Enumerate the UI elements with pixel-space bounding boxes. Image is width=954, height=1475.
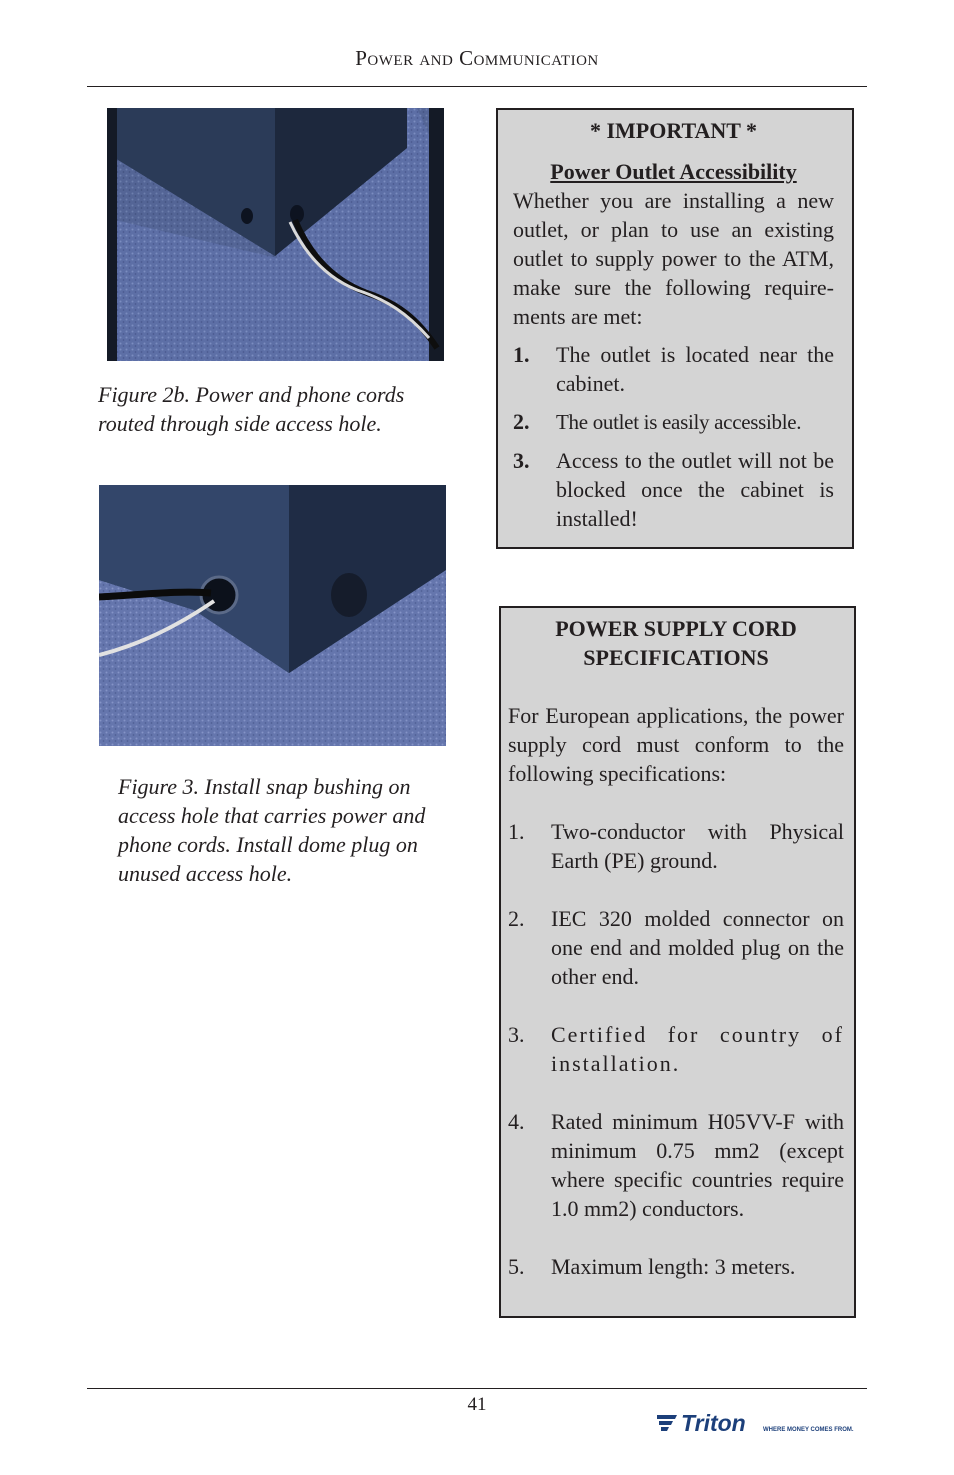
logo-wordmark: Triton <box>681 1410 746 1436</box>
logo-tagline: WHERE MONEY COMES FROM. <box>763 1427 854 1433</box>
important-callout-box <box>496 108 854 549</box>
specs-list-item: 5. Maximum length: 3 meters. <box>508 1254 796 1279</box>
figure-2b-caption: Figure 2b. Power and phone cords routed through side access hole. <box>98 382 405 436</box>
figure-3-caption: Figure 3. Install snap bushing on access hole that carries power and phone cords. Install dome plug on unused access hole. <box>118 774 426 886</box>
footer-rule <box>87 1388 867 1389</box>
specs-list-item: 1. Two-conductor with Physical Earth (PE) ground. <box>508 819 844 873</box>
important-intro: Whether you are installing a new outlet, or plan to use an existing outlet to supply power to the ATM, make sure the following require-ments are met: <box>513 188 834 329</box>
important-list-item: 2. The outlet is easily accessible. <box>513 409 802 434</box>
page-header-title: Power and Communication <box>355 46 599 70</box>
important-list-item: 3. Access to the outlet will not be blocked once the cabinet is installed! <box>513 448 834 531</box>
specs-list-item: 4. Rated minimum H05VV-F with minimum 0.75 mm2 (except where specific countries require 1.0 mm2) conductors. <box>508 1109 844 1221</box>
outlet-accessibility-subheading: Power Outlet Accessibility <box>550 159 797 184</box>
specs-list-item: 2. IEC 320 molded connector on one end and molded plug on the other end. <box>508 906 844 989</box>
figure-3-photo <box>99 485 446 746</box>
header-rule <box>87 86 867 87</box>
important-list-item: 1. The outlet is located near the cabinet. <box>513 342 834 396</box>
triton-logo <box>655 1407 860 1437</box>
specs-intro: For European applications, the power supply cord must conform to the following specifications: <box>508 703 844 786</box>
important-heading: * IMPORTANT * <box>589 118 758 143</box>
figure-2b-photo <box>107 108 444 361</box>
page-number: 41 <box>467 1394 487 1415</box>
specs-list-item: 3. Certified for country of installation. <box>508 1022 844 1076</box>
triton-logo-mark-icon <box>655 1407 860 1437</box>
specs-heading: POWER SUPPLY CORD SPECIFICATIONS <box>555 616 797 670</box>
power-cord-specs-box <box>499 606 856 1318</box>
